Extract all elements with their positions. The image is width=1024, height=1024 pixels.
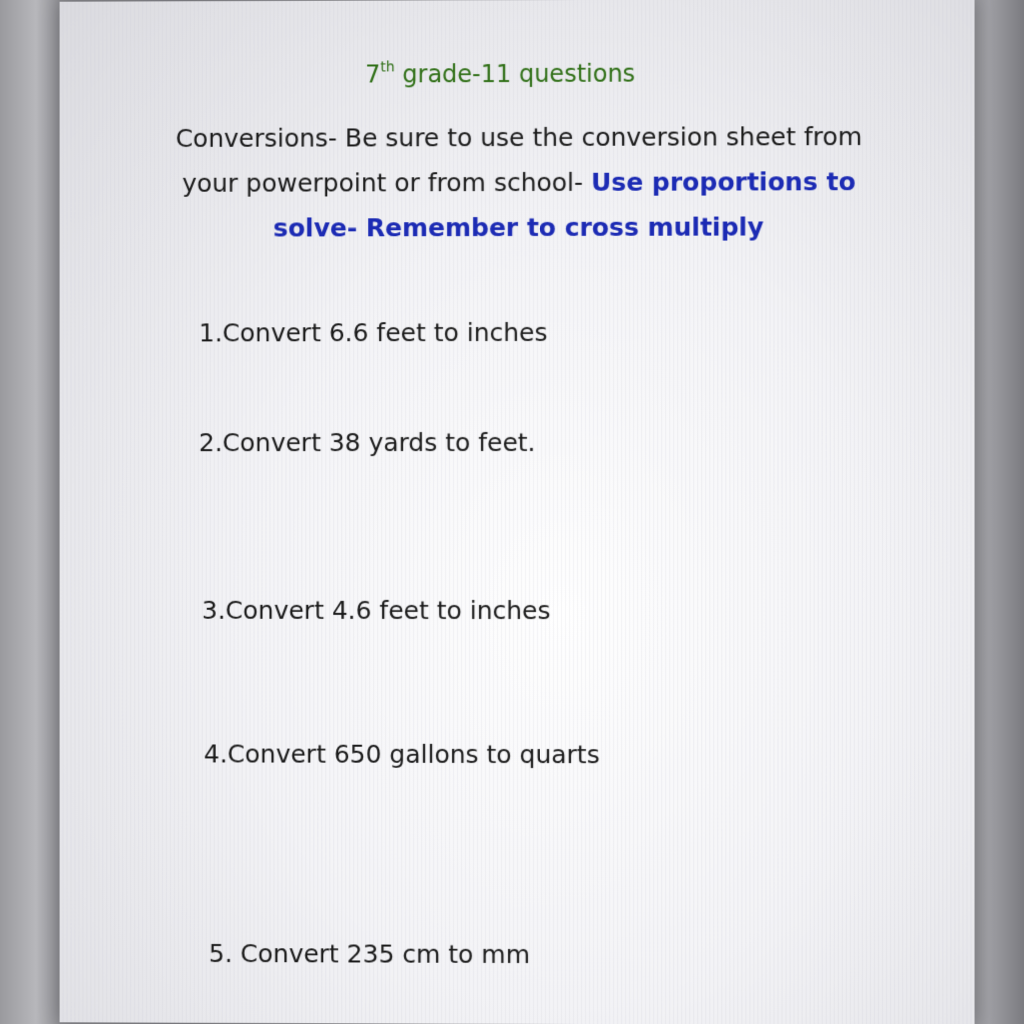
monitor-bezel-left [0,0,60,1024]
instructions-emphasis: Use proportions to solve- Remember to cross multiply [273,167,856,243]
question-1: 1.Convert 6.6 feet to inches [198,317,548,348]
question-4: 4.Convert 650 gallons to quarts [203,739,600,770]
page-title: 7th grade-11 questions [365,59,636,89]
instructions-paragraph [169,114,869,251]
instructions-plain: Conversions- Be sure to use the conversion sheet from your powerpoint or from school- [175,121,863,198]
question-5: 5. Convert 235 cm to mm [208,939,531,970]
question-3: 3.Convert 4.6 feet to inches [201,595,551,626]
question-2: 2.Convert 38 yards to feet. [198,427,536,458]
document-page [60,0,975,1024]
